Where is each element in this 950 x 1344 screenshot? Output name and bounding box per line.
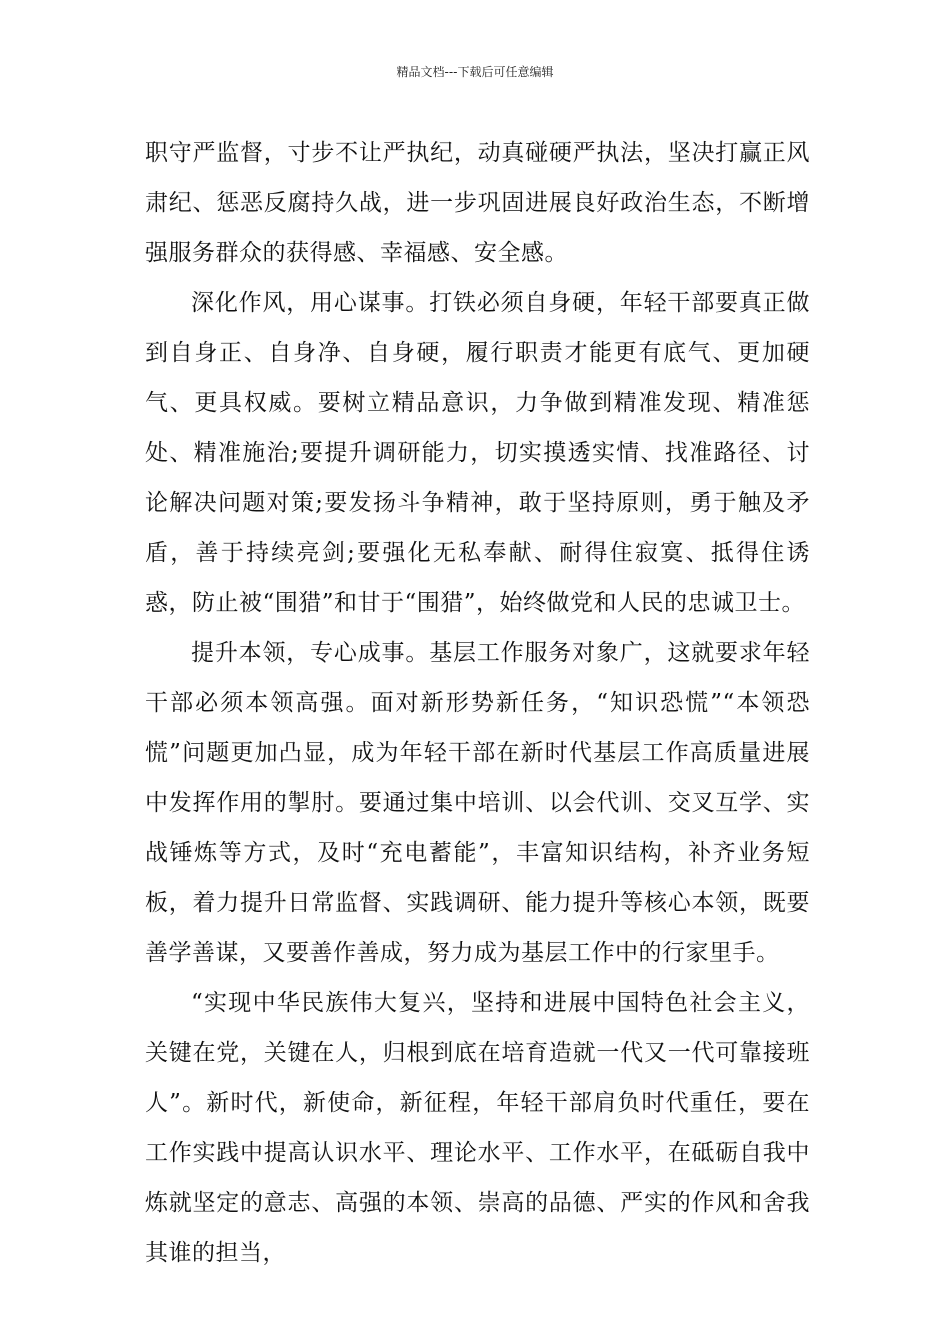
document-body xyxy=(145,128,810,1278)
paragraph-national-rejuvenation: “实现中华民族伟大复兴，坚持和进展中国特色社会主义，关键在党，关键在人，归根到底在培育造就一代又一代可靠接班人”。新时代，新使命，新征程，年轻干部肩负时代重任，要在工作实践中提高认识水平、理论水平、工作水平，在砥砺自我中炼就坚定的意志、高强的本领、崇高的品德、严实的作风和舍我其谁的担当， xyxy=(145,990,810,1266)
paragraph-continuation: 职守严监督，寸步不让严执纪，动真碰硬严执法，坚决打赢正风肃纪、惩恶反腐持久战，进一步巩固进展良好政治生态，不断增强服务群众的获得感、幸福感、安全感。 xyxy=(145,140,810,266)
page-header: 精品文档---下载后可任意编辑 xyxy=(396,65,554,79)
paragraph-improve-skills: 提升本领，专心成事。基层工作服务对象广，这就要求年轻干部必须本领高强。面对新形势新任务，“知识恐慌”“本领恐慌”问题更加凸显，成为年轻干部在新时代基层工作高质量进展中发挥作用的掣肘。要通过集中培训、以会代训、交叉互学、实战锤炼等方式，及时“充电蓄能”，丰富知识结构，补齐业务短板，着力提升日常监督、实践调研、能力提升等核心本领，既要善学善谋，又要善作善成，努力成为基层工作中的行家里手。 xyxy=(145,640,810,966)
paragraph-deepen-style: 深化作风，用心谋事。打铁必须自身硬，年轻干部要真正做到自身正、自身净、自身硬，履行职责才能更有底气、更加硬气、更具权威。要树立精品意识，力争做到精准发现、精准惩处、精准施治;要提升调研能力，切实摸透实情、找准路径、讨论解决问题对策;要发扬斗争精神，敢于坚持原则，勇于触及矛盾，善于持续亮剑;要强化无私奉献、耐得住寂寞、抵得住诱惑，防止被“围猎”和甘于“围猎”，始终做党和人民的忠诚卫士。 xyxy=(145,290,810,616)
